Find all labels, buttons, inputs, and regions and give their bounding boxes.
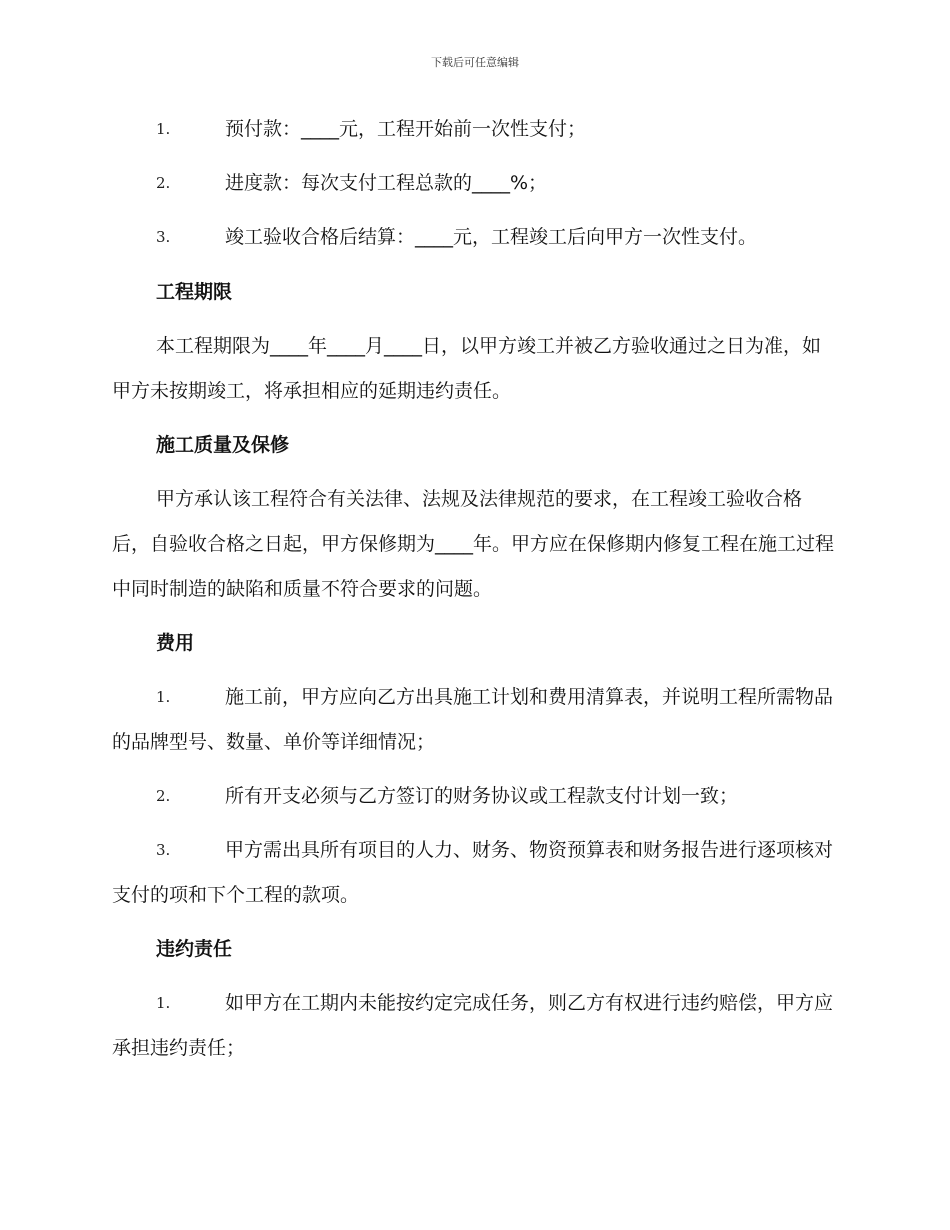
list-number: 2. <box>156 787 171 805</box>
list-item-text: 进度款：每次支付工程总款的____%； <box>225 172 548 194</box>
schedule-paragraph <box>112 324 837 414</box>
section-heading-schedule: 工程期限 <box>156 281 233 303</box>
quality-paragraph <box>112 477 837 612</box>
list-number: 3. <box>156 841 171 859</box>
section-heading-liability: 违约责任 <box>156 938 233 960</box>
list-number: 1. <box>156 120 171 138</box>
header-note: 下载后可任意编辑 <box>431 56 519 69</box>
liability-item-1 <box>112 981 837 1071</box>
list-number: 2. <box>156 174 171 192</box>
list-item-text: 竣工验收合格后结算：____元，工程竣工后向甲方一次性支付。 <box>225 226 758 248</box>
fees-item-2 <box>112 774 837 819</box>
section-heading-quality: 施工质量及保修 <box>156 434 290 456</box>
list-item-text: 施工前，甲方应向乙方出具施工计划和费用清算表，并说明工程所需物品的品牌型号、数量、单价等详细情况； <box>112 686 834 753</box>
paragraph-text: 本工程期限为____年____月____日，以甲方竣工并被乙方验收通过之日为准，如甲方未按期竣工，将承担相应的延期违约责任。 <box>112 335 822 402</box>
paragraph-text: 甲方承认该工程符合有关法律、法规及法律规范的要求，在工程竣工验收合格后，自验收合格之日起，甲方保修期为____年。甲方应在保修期内修复工程在施工过程中同时制造的缺陷和质量不符合要求的问题。 <box>112 488 835 600</box>
list-item-text: 甲方需出具所有项目的人力、财务、物资预算表和财务报告进行逐项核对支付的项和下个工程的款项。 <box>112 839 834 906</box>
list-number: 3. <box>156 228 171 246</box>
payment-item-1 <box>112 107 837 152</box>
list-item-text: 所有开支必须与乙方签订的财务协议或工程款支付计划一致； <box>225 785 739 807</box>
section-heading-fees: 费用 <box>156 632 195 654</box>
payment-item-3 <box>112 215 837 260</box>
list-number: 1. <box>156 994 171 1012</box>
list-item-text: 如甲方在工期内未能按约定完成任务，则乙方有权进行违约赔偿，甲方应承担违约责任； <box>112 992 834 1059</box>
list-item-text: 预付款：____元，工程开始前一次性支付； <box>225 118 587 140</box>
fees-item-3 <box>112 828 837 918</box>
payment-item-2 <box>112 161 837 206</box>
fees-item-1 <box>112 675 837 765</box>
list-number: 1. <box>156 688 171 706</box>
